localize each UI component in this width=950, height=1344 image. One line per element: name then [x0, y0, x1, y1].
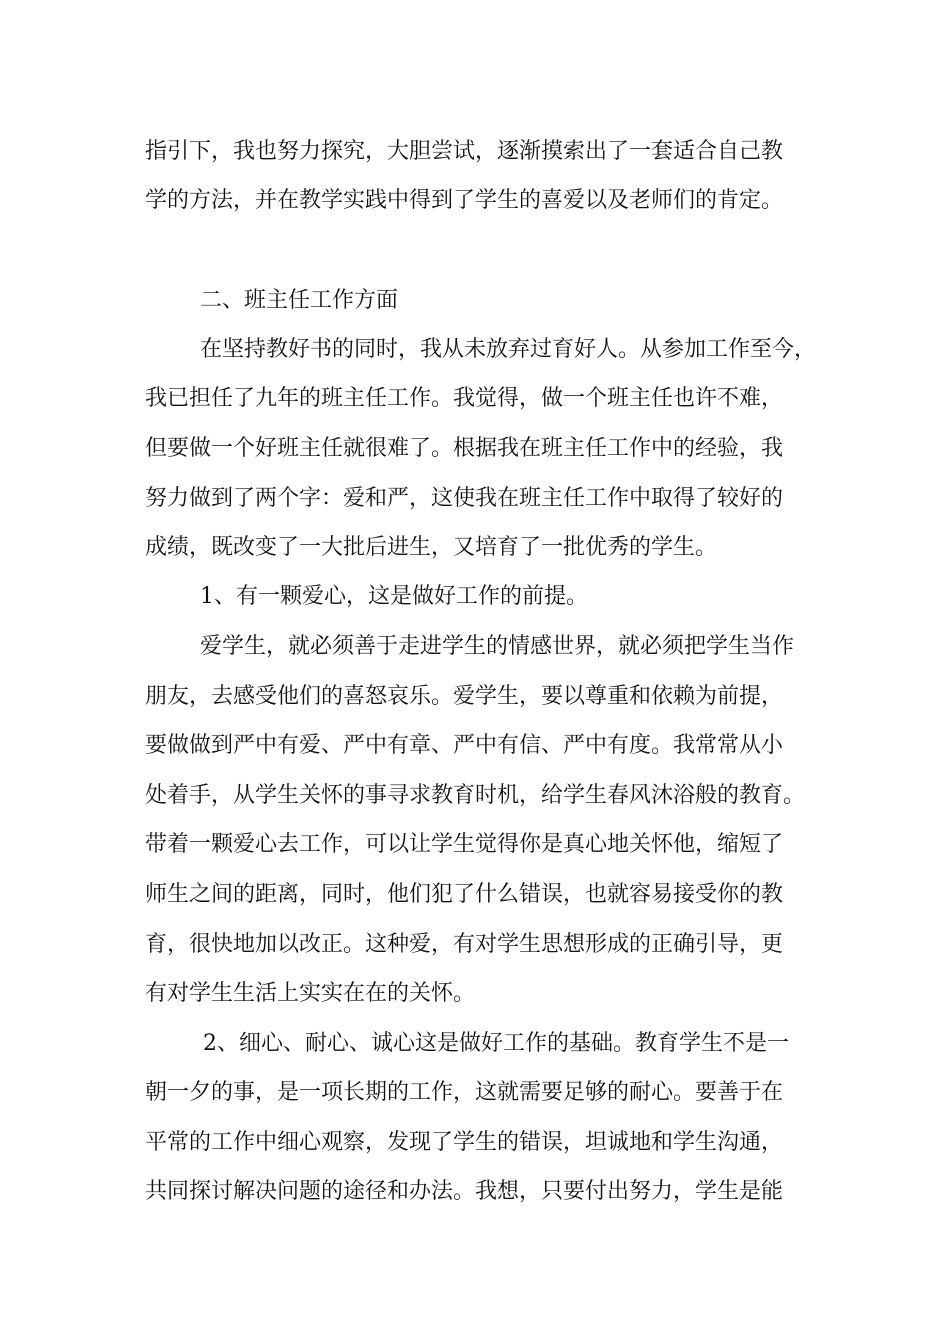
paragraph-line: 朋友，去感受他们的喜怒哀乐。爱学生，要以尊重和依赖为前提， — [145, 684, 784, 709]
paragraph-line: 在坚持教好书的同时，我从未放弃过育好人。从参加工作至今， — [200, 337, 817, 362]
paragraph-line: 爱学生，就必须善于走进学生的情感世界，就必须把学生当作 — [200, 634, 795, 659]
paragraph-line: 育，很快地加以改正。这种爱，有对学生思想形成的正确引导，更 — [145, 932, 784, 957]
paragraph-line: 带着一颗爱心去工作，可以让学生觉得你是真心地关怀他，缩短了 — [145, 832, 784, 857]
paragraph-line: 学的方法，并在教学实践中得到了学生的喜爱以及老师们的肯定。 — [145, 188, 784, 213]
paragraph-line: 朝一夕的事，是一项长期的工作，这就需要足够的耐心。要善于在 — [145, 1080, 784, 1105]
paragraph-line: 成绩，既改变了一大批后进生，又培育了一批优秀的学生。 — [145, 535, 718, 560]
paragraph-line: 共同探讨解决问题的途径和办法。我想，只要付出努力，学生是能 — [145, 1179, 784, 1204]
paragraph-line: 处着手，从学生关怀的事寻求教育时机，给学生春风沐浴般的教育。 — [145, 783, 806, 808]
paragraph-line: 指引下，我也努力探究，大胆尝试，逐渐摸索出了一套适合自己教 — [145, 139, 784, 164]
paragraph-line: 但要做一个好班主任就很难了。根据我在班主任工作中的经验，我 — [145, 436, 784, 461]
subheading-line: 1、有一颗爱心，这是做好工作的前提。 — [200, 584, 588, 609]
paragraph-line: 平常的工作中细心观察，发现了学生的错误，坦诚地和学生沟通， — [145, 1130, 784, 1155]
paragraph-line: 有对学生生活上实实在在的关怀。 — [145, 981, 476, 1006]
section-heading: 二、班主任工作方面 — [200, 288, 399, 313]
paragraph-line: 努力做到了两个字：爱和严，这使我在班主任工作中取得了较好的 — [145, 486, 784, 511]
paragraph-line: 要做做到严中有爱、严中有章、严中有信、严中有度。我常常从小 — [145, 733, 784, 758]
paragraph-line: 师生之间的距离，同时，他们犯了什么错误，也就容易接受你的教 — [145, 882, 784, 907]
subheading-line: 2、细心、耐心、诚心这是做好工作的基础。教育学生不是一 — [203, 1031, 789, 1056]
paragraph-line: 我已担任了九年的班主任工作。我觉得，做一个班主任也许不难， — [145, 386, 784, 411]
